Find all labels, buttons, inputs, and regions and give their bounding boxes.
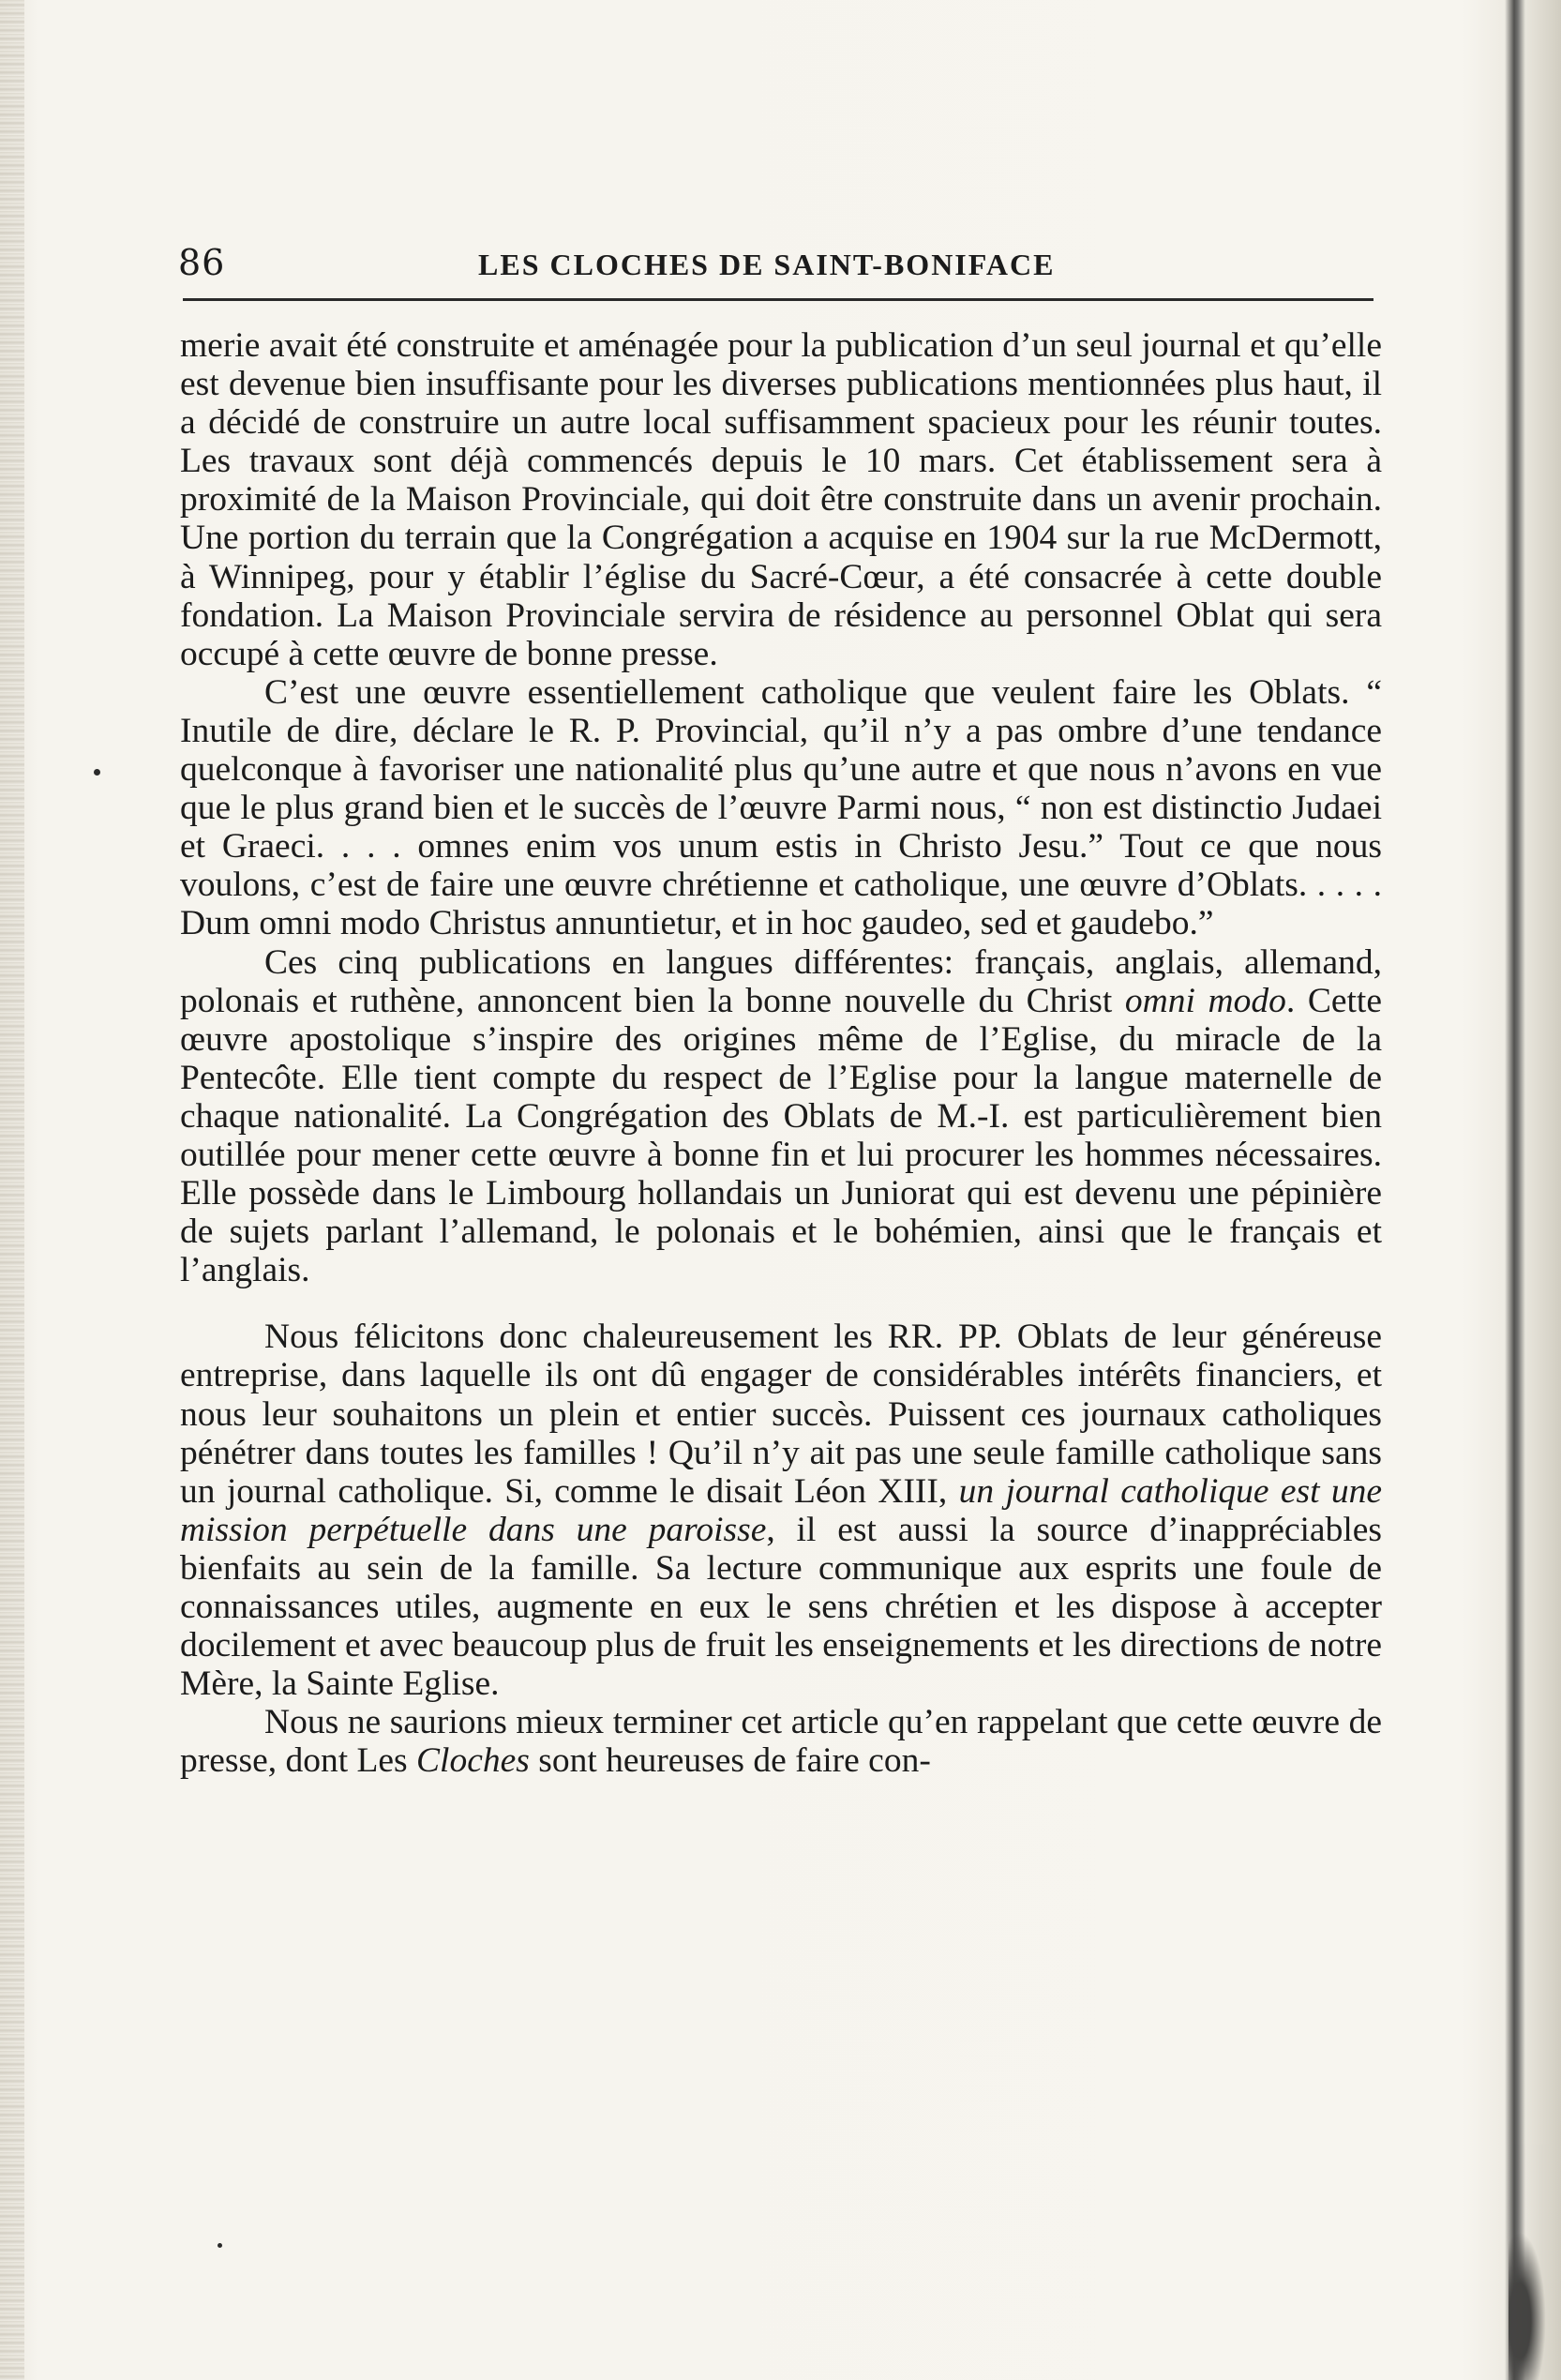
body-text — [180, 326, 1382, 1780]
paragraph-2 — [180, 673, 1382, 943]
header-rule — [183, 298, 1373, 301]
paragraph-4-text-b: , il est aussi la source d’inappréciables bienfaits au sein de la famille. Sa lecture communique aux esprits une foule de connaissances utiles, augmente en eux le sens chrétien et les dispose à accepter docilement et avec beaucoup plus de fruit les enseignements et les directions de notre Mère, la Sainte Eglise. — [180, 1510, 1382, 1704]
running-title: LES CLOCHES DE SAINT-BONIFACE — [478, 248, 1056, 281]
paragraph-1-text: merie avait été construite et aménagée pour la publication d’un seul journal et qu’elle est devenue bien insuffisante pour les diverses publications mentionnées plus haut, il a décidé de construire un autre local suffisamment spacieux pour les réunir toutes. Les travaux sont déjà commencés depuis le 10 mars. Cet établissement sera à proximité de la Maison Provinciale, qui doit être construite dans un avenir prochain. Une portion du terrain que la Congrégation a acquise en 1904 sur la rue McDermott, à Winnipeg, pour y établir l’église du Sacré-Cœur, a été consacrée à cette double fondation. La Maison Provinciale servira de résidence au personnel Oblat qui sera occupé à cette œuvre de bonne presse. — [180, 326, 1382, 673]
paragraph-5 — [180, 1703, 1382, 1780]
paragraph-3-italic: omni modo — [1124, 981, 1286, 1020]
page-number: 86 — [178, 242, 226, 283]
paragraph-3 — [180, 943, 1382, 1290]
ink-speck — [94, 769, 100, 776]
paragraph-5-text-a: Nous ne saurions mieux terminer cet article qu’en rappelant que cette œuvre de presse, dont Les — [180, 1703, 1382, 1781]
page-left-edge — [0, 0, 24, 2380]
paragraph-1 — [180, 326, 1382, 673]
ink-speck — [218, 2243, 222, 2248]
page-header — [178, 242, 1388, 289]
paragraph-3-text-a: Ces cinq publications en langues différentes: français, anglais, allemand, polonais et ruthène, annoncent bien la bonne nouvelle du Christ — [180, 942, 1382, 1020]
paragraph-3-text-b: . Cette œuvre apostolique s’inspire des origines même de l’Eglise, du miracle de la Pentecôte. Elle tient compte du respect de l’Eglise pour la langue maternelle de chaque nationalité. La Congrégation des Oblats de M.-I. est particulièrement bien outillée pour mener cette œuvre à bonne fin et lui procurer les hommes nécessaires. Elle possède dans le Limbourg hollandais un Juniorat qui est devenu une pépinière de sujets parlant l’allemand, le polonais et le bohémien, ainsi que le français et l’anglais. — [180, 981, 1382, 1290]
paragraph-4 — [180, 1318, 1382, 1703]
paragraph-4-text-a: Nous félicitons donc chaleureusement les RR. PP. Oblats de leur généreuse entreprise, dans laquelle ils ont dû engager de considérables intérêts financiers, et nous leur souhaitons un plein et entier succès. Puissent ces journaux catholiques pénétrer dans toutes les familles ! Qu’il n’y ait pas une seule famille catholique sans un journal catholique. Si, comme le disait Léon XIII, — [180, 1318, 1382, 1511]
paragraph-4-italic: un journal catholique est une mission perpétuelle dans une paroisse — [180, 1471, 1382, 1549]
page-right-edge — [1505, 0, 1561, 2380]
paragraph-5-text-b: sont heureuses de faire con- — [529, 1741, 931, 1781]
paragraph-2-text: C’est une œuvre essentiellement catholique que veulent faire les Oblats. “ Inutile de dire, déclare le R. P. Provincial, qu’il n’y a pas ombre d’une tendance quelconque à favoriser une nationalité plus qu’une autre et que nous n’avons en vue que le plus grand bien et le succès de l’œuvre Parmi nous, “ non est distinctio Judaei et Graeci. . . . omnes enim vos unum estis in Christo Jesu.” Tout ce que nous voulons, c’est de faire une œuvre chrétienne et catholique, une œuvre d’Oblats. . . . . Dum omni modo Christus annuntietur, et in hoc gaudeo, sed et gaudebo.” — [180, 672, 1382, 943]
paragraph-5-italic: Cloches — [416, 1741, 530, 1781]
